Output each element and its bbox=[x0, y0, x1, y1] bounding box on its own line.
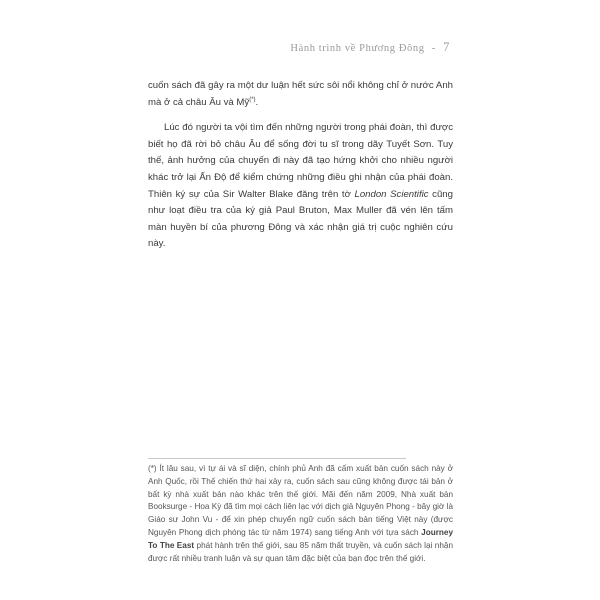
footnote-text-end: phát hành trên thế giới, sau 85 năm thất truyền, và cuốn sách lại nhận được rất nhiều tranh luận và sự quan tâm đặc biệt của bạn đọc trên thế giới. bbox=[148, 540, 454, 563]
footnote-text bbox=[148, 463, 453, 565]
footnote-marker: (*) bbox=[249, 96, 256, 103]
footnote-text-start: (*) Ít lâu sau, vì tự ái và sĩ diện, chính phủ Anh đã cấm xuất bản cuốn sách này ở Anh Quốc, rồi Thế chiến thứ hai xảy ra, cuốn sách sau cũng không được tái bản ở bất kỳ nhà xuất bản nào khác trên thế giới. Mãi đến năm 2009, Nhà xuất bản Booksurge - Hoa Kỳ đã tìm mọi cách liên lạc với dịch giả Nguyên Phong - bây giờ là Giáo sư John Vu - để xin phép chuyển ngữ cuốn sách bản tiếng Việt này (được Nguyên Phong dịch phóng tác từ năm 1974) sang tiếng Anh với tựa sách bbox=[148, 464, 453, 537]
paragraph-1 bbox=[148, 78, 453, 111]
paragraph-1-end: . bbox=[255, 96, 259, 108]
footnote-divider bbox=[148, 458, 406, 459]
paragraph-1-text: cuốn sách đã gây ra một dư luận hết sức sôi nổi không chỉ ở nước Anh mà ở cả châu Âu và Mỹ bbox=[148, 80, 453, 108]
footnote bbox=[148, 463, 453, 565]
main-text bbox=[148, 78, 453, 253]
publication-title: London Scientific bbox=[354, 188, 429, 200]
running-header-title: Hành trình về Phương Đông bbox=[290, 43, 425, 54]
paragraph-2-text-start: Lúc đó người ta vội tìm đến những người trong phái đoàn, thì được biết họ đã rời bỏ châu Âu để sống đời tu sĩ trong dãy Tuyết Sơn. Tuy thế, ảnh hưởng của chuyến đi này đã tạo hứng khởi cho nhiều người khác trở lại Ấn Độ để kiểm chứng những điều ghi nhận của phái đoàn. Thiên ký sự của Sir Walter Blake đăng trên tờ bbox=[148, 122, 453, 200]
paragraph-2 bbox=[148, 120, 453, 253]
running-header bbox=[290, 40, 450, 55]
running-header-separator: - bbox=[431, 43, 436, 54]
paragraph-2-text-end: cũng như loạt điều tra của ký giả Paul Bruton, Max Muller đã vén lên tấm màn huyền bí của phương Đông và xác nhận giá trị cuộc nghiên cứu này. bbox=[148, 188, 453, 250]
book-title: Journey To The East bbox=[148, 527, 453, 550]
page-number: 7 bbox=[443, 40, 450, 54]
